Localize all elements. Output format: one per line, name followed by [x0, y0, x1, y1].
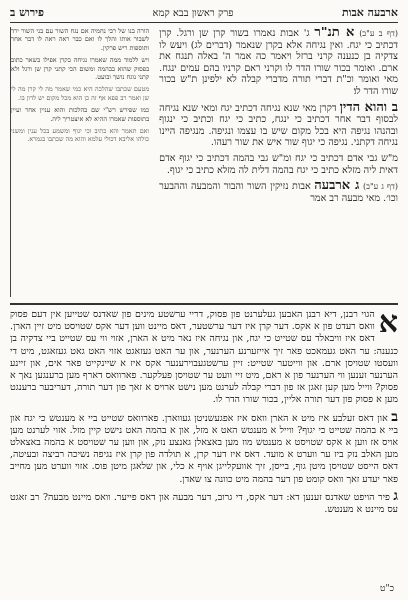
folio-reference: (דף ג ע"ב)	[362, 182, 398, 192]
folio-reference: (דף ב ע"ב)	[359, 29, 398, 38]
translation-text: הגוי רבנן, דיא רבנן האבען געלערנט פון פסוק, דריי ערשטע מינים פון שאדנס שטייען אין דעם פסוק וואס רעדט פון א אקס. דער קרן איז דער ערשטער, דאס מיינט ווען דער אקס שטויסט מיט זיין הארן. דאס איז וויבאלד עס שטייט כי יגח, און נגיחה איז נאר מיט א הארן, אזוי ווי עס שטייט ביי צדקיה בן כנענה: ער האט געמאכט פאר זיך אייזערנע הערנער, און ער האט געזאגט אזוי האט גאט געזאגט, מיט די וועסטו שטויסן ארם. און ווייטער שטייט: זיין ערשטגעבוירענער אקס איז א שיינקייט פאר אים, און זיינע הערנער זענען ווי הערנער פון א ראם, מיט זיי וועט ער שטויסן פעלקער. פארוואס דארף מען ברענגען נאך א פסוק? ווייל מען קען זאגן אז פון דברי קבלה לערנט מען נישט ארויס א זאך פון דער תורה, דעריבער ברענגט מען א פסוק פון דער תורה אליין, בכור שורו הדר לו.	[10, 309, 398, 406]
commentary-column	[10, 27, 153, 297]
header-title-right: ארבעה אבות	[341, 6, 398, 19]
paragraph-lead: ג ארבעה	[314, 178, 360, 194]
paragraph-lead: ב והוא הדין	[339, 99, 398, 115]
header-title-middle: פרק ראשון בבא קמא	[152, 8, 234, 19]
commentary-note: ויש ללמוד ממה שאמרו נגיחה בקרן אפילו בשאר כתוב בפסוק שהוא בבהמה ומשום הכי קתני קרן שן ורגל ולא קתני נוגח נושך ובועט.	[11, 56, 150, 82]
section-letter: ב	[391, 408, 398, 425]
main-paragraph-2	[159, 99, 398, 149]
commentary-note: מטעם שכתבו שהלכה היא כמי שאמר מה לי קרן מה לי שן ואמר רב פפא אף זה כן הוא מכל מקום יש לדון בו.	[11, 85, 150, 102]
section-divider	[10, 303, 398, 305]
main-paragraph-1	[159, 27, 398, 98]
translation-paragraph-gimel	[10, 487, 398, 516]
section-letter: ג	[393, 487, 398, 504]
translation-paragraph-aleph	[10, 309, 398, 407]
page-header	[10, 6, 398, 23]
commentary-note: כמו שפירש רש"י שם בהלכות והוא עניין אחר ועיין בתוספות שאמרו ההיא לא איצטריך ליה.	[11, 106, 150, 123]
main-text-column	[153, 27, 398, 297]
main-paragraph-3	[159, 153, 398, 176]
translation-text: און דאס זעלבע איז מיט א הארן וואס איז אפגעשניטן געווארן. פארוואס שטייט ביי א מענטש כי יגח און ביי א בהמה שטייט כי יגוף? ווייל א מענטש האט א מזל, און א בהמה האט נישט קיין מזל. אזוי לערנט מען אויס אז ווען א אקס שטויסט א מענטש מוז מען באצאלן גאנצע נזק, און ווען ער שטויסט א בהמה באצאלט מען האלב נזק ביז ער ווערט א מועד. דאס איז דער קרן, א תולדה פון קרן איז נגיפה נשיכה רביצה ובעיטה, דאס הייסט שטויסן מיטן גוף, בייסן, זיך אוועקלייגן אויף א כלי, און שלאגן מיטן פוס. אזוי ווערט מען מחייב פאר יעדע זאך וואס קומט פון דער בהמה מיט כוונה צו שאדן.	[10, 412, 398, 485]
translation-section	[10, 309, 398, 594]
paragraph-text: ג' אבות נאמרו בשור קרן שן ורגל. קרן דכתיב כי יגח. ואין נגיחה אלא בקרן שנאמר (דברים לג) ויעש לו צדקיה בן כנענה קרני ברזל ויאמר כה אמר ה' באלה תנגח את ארם. ואומר בכור שורו הדר לו וקרני ראם קרניו בהם עמים ינגח. מאי ואומר וכ"ת דברי תורה מדברי קבלה לא ילפינן ת"ש בכור שורו הדר לו׃	[159, 28, 398, 97]
top-section	[10, 27, 398, 297]
paragraph-lead: א תנ"ר	[314, 27, 355, 40]
main-paragraph-4	[159, 180, 398, 204]
paragraph-text: אבות נזיקין השור והבור והמבעה וההבער וכו׳. מאי מבעה רב אמר	[159, 181, 398, 204]
page-footer: כ"ט	[380, 584, 394, 594]
section-letter: א	[378, 309, 398, 340]
translation-paragraph-bet	[10, 408, 398, 486]
commentary-note: ואם תאמר והא כתיב וכי יגוף ומשמע בכל ענין ומשני כולהו אליבא דכולי עלמא והוא מה שכתבו בגמרא.	[11, 127, 150, 144]
paragraph-text: מ"ש גבי אדם דכתיב כי יגח ומ"ש גבי בהמה דכתיב כי יגוף אדם דאית ליה מזלא כתיב כי יגח בהמה דלית לה מזלא כתיב כי יגוף.	[159, 152, 398, 176]
paragraph-text: דקרן מאי שנא נגיחה דכתיב יגח ומאי שנא נגיחה לבסוף דבר אחר דכתיב כי ינגח, כתיב כי יגח וכתיב כי ינגוף ובהנהו נגיפה היא בכל מקום שיש בו עצמו ונגיפה. מנגיפה היינו נגיחה דקתני. נגיפה כי יגוף שור איש את שור רעהו.	[159, 102, 398, 149]
translation-text: פיר הויפט שאדנס זענען דא: דער אקס, די גרוב, דער מבעה און דאס פייער. וואס מיינט מבעה? רב זאגט עס מיינט א מענטש.	[10, 491, 398, 516]
header-title-left: פירוש ב	[10, 6, 45, 19]
commentary-note: הורה בנו של רבי נחמיה אם נגח השור עם בני השור ירד לשבור אותו והלך לו ואם כבר ראה ראה לו דבר אחר ותוספות ריש פרקין.	[11, 27, 150, 52]
